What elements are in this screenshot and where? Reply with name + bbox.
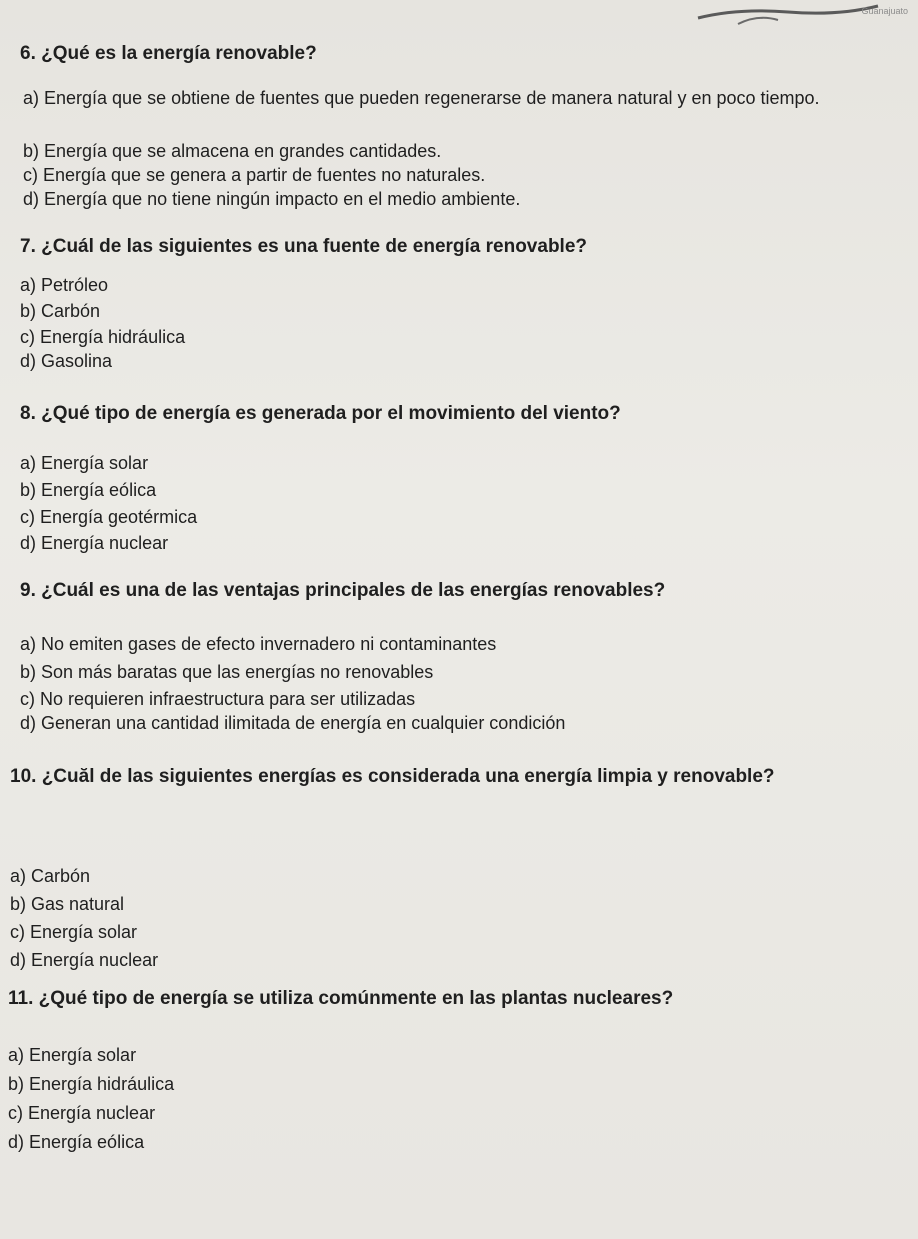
question-9-option-c: c) No requieren infraestructura para ser utilizadas — [20, 689, 416, 709]
question-7-option-b: b) Carbón — [20, 301, 101, 321]
corner-watermark: Guanajuato — [861, 6, 908, 16]
question-6-option-a: a) Energía que se obtiene de fuentes que pueden regenerarse de manera natural y en poco tiempo. — [23, 88, 820, 108]
question-6-title: 6. ¿Qué es la energía renovable? — [20, 43, 317, 64]
question-9-option-a: a) No emiten gases de efecto invernadero ni contaminantes — [20, 634, 497, 654]
question-10-option-a: a) Carbón — [10, 866, 91, 886]
question-8-option-c: c) Energía geotérmica — [20, 507, 198, 527]
question-8-option-a: a) Energía solar — [20, 453, 149, 473]
question-9-option-d: d) Generan una cantidad ilimitada de energía en cualquier condición — [20, 713, 566, 733]
question-10-option-c: c) Energía solar — [10, 922, 138, 942]
question-6-option-d: d) Energía que no tiene ningún impacto en el medio ambiente. — [23, 189, 521, 209]
question-8-option-b: b) Energía eólica — [20, 480, 157, 500]
question-11-option-b: b) Energía hidráulica — [8, 1074, 175, 1094]
question-7-option-c: c) Energía hidráulica — [20, 327, 186, 347]
question-9-option-b: b) Son más baratas que las energías no renovables — [20, 662, 434, 682]
question-9-title: 9. ¿Cuál es una de las ventajas principales de las energías renovables? — [20, 580, 666, 601]
question-7-title: 7. ¿Cuál de las siguientes es una fuente de energía renovable? — [20, 236, 588, 257]
question-8-title: 8. ¿Qué tipo de energía es generada por el movimiento del viento? — [20, 403, 621, 424]
question-10-title: 10. ¿Cuăl de las siguientes energías es considerada una energía limpia y renovable? — [10, 766, 775, 787]
question-11-title: 11. ¿Qué tipo de energía se utiliza comúnmente en las plantas nucleares? — [8, 988, 674, 1009]
question-10-option-d: d) Energía nuclear — [10, 950, 159, 970]
question-6-option-c: c) Energía que se genera a partir de fuentes no naturales. — [23, 165, 486, 185]
question-11-option-d: d) Energía eólica — [8, 1132, 145, 1152]
question-8-option-d: d) Energía nuclear — [20, 533, 169, 553]
question-6-option-b: b) Energía que se almacena en grandes cantidades. — [23, 141, 442, 161]
question-7-option-a: a) Petróleo — [20, 275, 109, 295]
question-11-option-a: a) Energía solar — [8, 1045, 137, 1065]
question-7-option-d: d) Gasolina — [20, 351, 113, 371]
question-11-option-c: c) Energía nuclear — [8, 1103, 156, 1123]
question-10-option-b: b) Gas natural — [10, 894, 125, 914]
